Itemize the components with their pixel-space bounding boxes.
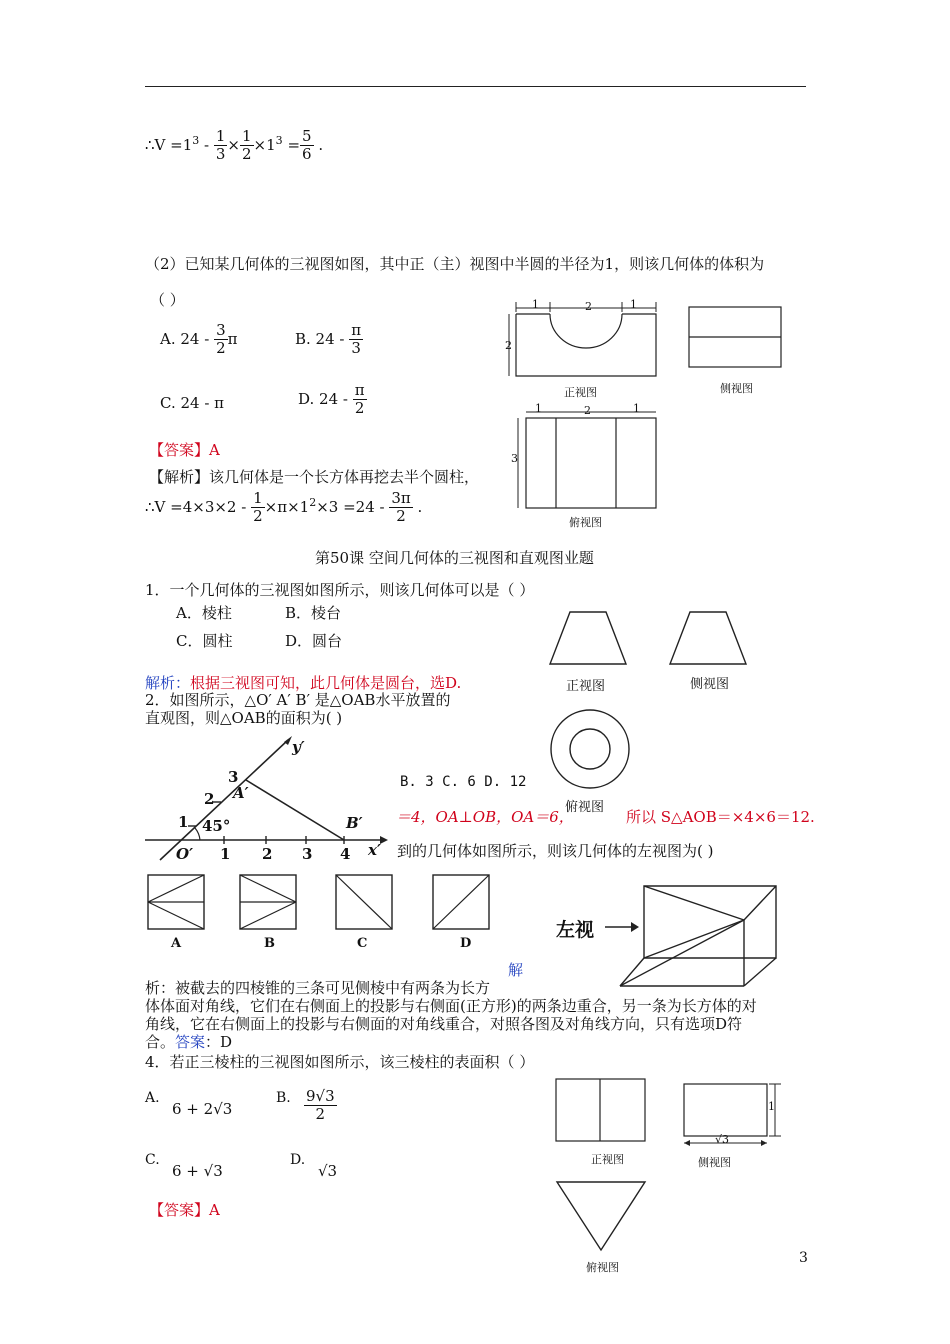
formula-text: . — [313, 135, 324, 154]
p1-option-c: C．圆柱 — [176, 632, 233, 650]
p2-tick-x2: 2 — [262, 845, 273, 863]
p2-tick-y3: 3 — [228, 768, 239, 786]
p4-top-view — [555, 1180, 649, 1254]
p1-option-d: D．圆台 — [285, 632, 343, 650]
p2-label-a: A′ — [233, 784, 249, 802]
p3-solid-figure — [618, 882, 778, 990]
p4-stem: 4．若正三棱柱的三视图如图所示，该三棱柱的表面积（ ） — [145, 1053, 535, 1071]
p2-label-yprime: y′ — [292, 738, 305, 756]
q2-paren: （ ） — [150, 291, 185, 309]
p1-side-view — [668, 610, 748, 668]
exponent: 3 — [192, 133, 200, 147]
q2-answer: 【答案】A — [149, 441, 220, 459]
p2-tick-y1: 1 — [178, 813, 189, 831]
lesson-title: 第50课 空间几何体的三视图和直观图业题 — [315, 549, 594, 567]
q2-option-c: C. 24 - π — [160, 394, 225, 412]
p1-front-view — [548, 610, 628, 668]
p1-side-label: 侧视图 — [690, 677, 730, 692]
p3-label-b: B — [264, 936, 275, 951]
p4-option-b-value: $\frac{9√3}{2}$ — [306, 1087, 335, 1124]
p4-option-b-label: B. — [276, 1090, 291, 1106]
formula-top — [145, 128, 323, 164]
fraction: $\frac{5}{6}$ — [302, 127, 312, 164]
q2-option-b: B. 24 - $\frac{\pi}{3}$ — [295, 321, 362, 358]
q2-top-dim-1b: 1 — [633, 402, 640, 415]
header-rule — [145, 86, 806, 87]
p4-option-d-value: √3 — [318, 1162, 338, 1180]
p2-tick-x3: 3 — [302, 845, 313, 863]
p2-label-xprime: x′ — [368, 841, 381, 859]
fraction: $\frac{1}{2}$ — [242, 127, 252, 164]
q2-top-view — [508, 404, 658, 510]
q2-option-a: A. 24 - $\frac{3}{2}$ π — [160, 321, 238, 358]
p1-stem: 1．一个几何体的三视图如图所示，则该几何体可以是（ ） — [145, 581, 535, 599]
p4-answer: 【答案】A — [149, 1201, 220, 1219]
p4-top-label: 俯视图 — [586, 1261, 619, 1274]
p2-angle-label: 45° — [202, 817, 231, 835]
p3-stem-tail: 到的几何体如图所示，则该几何体的左视图为( ) — [397, 842, 714, 860]
p4-option-a-label: A. — [145, 1090, 160, 1106]
formula-text: ×1 — [253, 135, 276, 154]
fraction: $\frac{1}{3}$ — [215, 127, 226, 164]
p2-stem-line2: 直观图，则△OAB的面积为( ) — [145, 709, 343, 727]
p3-analysis-line4: 合。答案：D — [145, 1033, 233, 1051]
p3-figure-a — [148, 875, 204, 929]
p3-figure-c — [336, 875, 392, 929]
p3-analysis-line1: 析：被截去的四棱锥的三条可见侧棱中有两条为长方 — [145, 979, 491, 997]
p2-tick-x4: 4 — [340, 845, 351, 863]
q2-dim-2b: 2 — [505, 339, 512, 352]
p4-option-c-label: C. — [145, 1152, 160, 1168]
q2-dim-1a: 1 — [532, 298, 539, 311]
p3-figure-d — [433, 875, 489, 929]
p3-label-c: C — [357, 936, 368, 951]
p3-analysis-line2: 体体面对角线，它们在右侧面上的投影与右侧面(正方形)的两条边重合，另一条为长方体的对 — [145, 997, 757, 1015]
p3-figure-b — [240, 875, 296, 929]
p4-front-label: 正视图 — [591, 1153, 624, 1166]
exponent: 3 — [275, 133, 283, 147]
formula-text: - — [199, 135, 214, 154]
p2-options-tail: B. 3 C. 6 D. 12 — [400, 774, 527, 790]
p2-analysis-tail: ＝4，OA⊥OB，OA＝6， — [396, 808, 574, 826]
p1-top-view — [549, 708, 631, 790]
p3-label-d: D — [460, 936, 472, 951]
q2-analysis: 【解析】该几何体是一个长方体再挖去半个圆柱， — [149, 468, 480, 486]
p2-tick-y2: 2 — [204, 790, 215, 808]
page-number: 3 — [799, 1250, 808, 1266]
formula-text: ∴V =1 — [145, 135, 193, 154]
p4-side-dim-sqrt3: √3 — [715, 1133, 730, 1146]
p1-option-b: B．棱台 — [285, 604, 342, 622]
p4-option-a-value: 6 + 2√3 — [172, 1100, 233, 1118]
q2-front-label: 正视图 — [564, 386, 597, 399]
p4-option-c-value: 6 + √3 — [172, 1162, 223, 1180]
formula-text: = — [282, 135, 301, 154]
p1-option-a: A．棱柱 — [176, 604, 232, 622]
p3-analysis-char: 解 — [508, 961, 524, 979]
q2-top-dim-1a: 1 — [535, 402, 542, 415]
q2-dim-2a: 2 — [585, 300, 592, 313]
q2-side-view — [688, 306, 783, 370]
p4-side-dim-1: 1 — [768, 1100, 775, 1113]
p4-option-d-label: D. — [290, 1152, 306, 1168]
p1-top-label: 俯视图 — [565, 800, 605, 815]
p3-label-a: A — [171, 936, 182, 951]
q2-volume-formula: ∴V =4×3×2 - $\frac{1}{2}$ $\times\pi\times 1^2\times 3 =24$ - $\frac{3\pi}{2}$ . — [145, 489, 423, 526]
p2-tick-x1: 1 — [220, 845, 231, 863]
q2-dim-1b: 1 — [630, 298, 637, 311]
p3-left-view-label: 左视 — [556, 919, 595, 941]
p1-front-label: 正视图 — [566, 679, 606, 694]
p4-side-view — [683, 1082, 783, 1150]
p4-front-view — [555, 1078, 647, 1144]
p2-label-b: B′ — [346, 814, 363, 832]
q2-option-d: D. 24 - $\frac{\pi}{2}$ — [298, 381, 365, 418]
p3-analysis-line3: 角线，它在右侧面上的投影与右侧面的对角线重合，对照各图及对角线方向，只有选项D符 — [145, 1015, 743, 1033]
p1-analysis: 解析：根据三视图可知，此几何体是圆台，选D. — [145, 674, 462, 692]
p4-side-label: 侧视图 — [698, 1156, 731, 1169]
p2-analysis-tail2: 所以 S△AOB＝×4×6＝12. — [626, 808, 815, 826]
q2-top-dim-2: 2 — [584, 404, 591, 417]
q2-stem: （2）已知某几何体的三视图如图，其中正（主）视图中半圆的半径为1，则该几何体的体积为 — [145, 255, 765, 273]
p3-option-figures — [146, 873, 496, 935]
q2-side-label: 侧视图 — [720, 382, 753, 395]
formula-text: × — [227, 135, 240, 154]
p2-label-o: O′ — [176, 845, 194, 863]
q2-top-dim-3: 3 — [511, 452, 518, 465]
q2-top-label: 俯视图 — [569, 516, 602, 529]
p2-stem-line1: 2．如图所示，△O′ A′ B′ 是△OAB水平放置的 — [145, 691, 451, 709]
